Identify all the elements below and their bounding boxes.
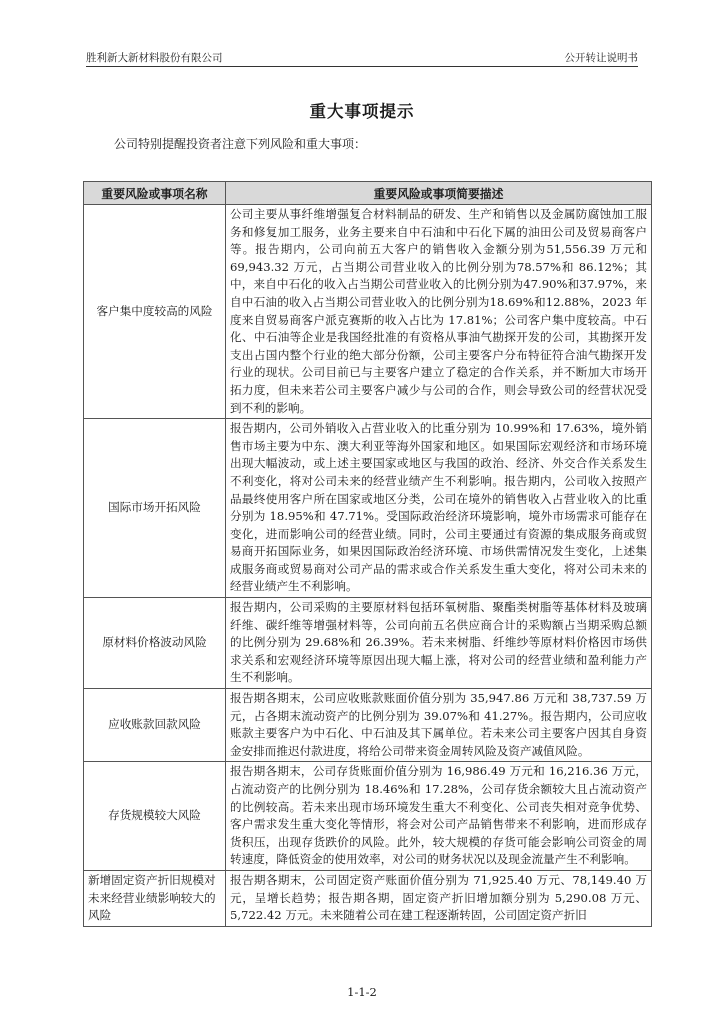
- header-document-type: 公开转让说明书: [564, 52, 638, 64]
- risk-name-cell: 国际市场开拓风险: [84, 419, 226, 598]
- risk-description-cell: 报告期内，公司采购的主要原材料包括环氧树脂、聚酯类树脂等基体材料及玻璃纤维、碳纤维等增强材料等，公司向前五名供应商合计的采购额占当期采购总额的比例分别为 29.68%和 26.39%。若未来树脂、纤维纱等原材料价格因市场供求关系和宏观经济环境等原因出现大幅上涨，将对公司的经营业绩和盈利能力产生不利影响。: [226, 598, 652, 689]
- risk-table: [83, 181, 652, 927]
- risk-description-cell: 公司主要从事纤维增强复合材料制品的研发、生产和销售以及金属防腐蚀加工服务和修复加工服务，业务主要来自中石油和中石化下属的油田公司及贸易商客户等。报告期内，公司向前五大客户的销售收入金额分别为51,556.39 万元和 69,943.32 万元，占当期公司营业收入的比例分别为78.57%和 86.12%；其中，来自中石化的收入占当期公司营业收入的比例分别为47.90%和37.97%，来自中石油的收入占当期公司营业收入的比例分别为18.69%和12.88%，2023 年度来自贸易商客户派克赛斯的收入占比为 17.81%；公司客户集中度较高。中石化、中石油等企业是我国经批准的有资格从事油气勘探开发的公司，其勘探开发支出占国内整个行业的绝大部分份额，公司主要客户分布特征符合油气勘探开发行业的现状。公司目前已与主要客户建立了稳定的合作关系，并不断加大市场开拓力度，但未来若公司主要客户减少与公司的合作，则会导致公司的经营状况受到不利的影响。: [226, 205, 652, 419]
- intro-paragraph: 公司特别提醒投资者注意下列风险和重大事项：: [114, 137, 367, 151]
- page-header: [86, 50, 638, 66]
- column-header-name: 重要风险或事项名称: [84, 182, 226, 205]
- risk-name-cell: 客户集中度较高的风险: [84, 205, 226, 419]
- header-company-name: 胜利新大新材料股份有限公司: [86, 52, 223, 64]
- risk-description-cell: 报告期各期末，公司固定资产账面价值分别为 71,925.40 万元、78,149.40 万元，呈增长趋势；报告期各期，固定资产折旧增加额分别为 5,290.08 万元、5,722.42 万元。未来随着公司在建工程逐渐转固，公司固定资产折旧: [226, 870, 652, 926]
- risk-description-cell: 报告期内，公司外销收入占营业收入的比重分别为 10.99%和 17.63%，境外销售市场主要为中东、澳大利亚等海外国家和地区。如果国际宏观经济和市场环境出现大幅波动，或上述主要国家或地区与我国的政治、经济、外交合作关系发生不利变化，将对公司未来的经营业绩产生不利影响。报告期内，公司收入按照产品最终使用客户所在国家或地区分类，公司在境外的销售收入占营业收入的比重分别为 18.95%和 47.71%。受国际政治经济环境影响，境外市场需求可能存在变化，进而影响公司的经营业绩。同时，公司主要通过有资源的集成服务商或贸易商开拓国际业务，如果因国际政治经济环境、市场供需情况发生变化，上述集成服务商或贸易商对公司产品的需求或合作关系发生重大变化，将对公司未来的经营业绩产生不利影响。: [226, 419, 652, 598]
- table-row: [84, 419, 652, 598]
- table-row: [84, 870, 652, 926]
- table-row: [84, 762, 652, 871]
- table-row: [84, 598, 652, 689]
- column-header-description: 重要风险或事项简要描述: [226, 182, 652, 205]
- risk-description-cell: 报告期各期末，公司存货账面价值分别为 16,986.49 万元和 16,216.36 万元，占流动资产的比例分别为 18.46%和 17.28%，公司存货余额较大且占流动资产的比例较高。若未来出现市场环境发生重大不利变化、公司丧失相对竞争优势、客户需求发生重大变化等情形，将会对公司产品销售带来不利影响，进而形成存货积压，出现存货跌价的风险。此外，较大规模的存货可能会影响公司资金的周转速度，降低资金的使用效率，对公司的财务状况以及现金流量产生不利影响。: [226, 762, 652, 871]
- risk-name-cell: 原材料价格波动风险: [84, 598, 226, 689]
- risk-name-cell: 应收账款回款风险: [84, 689, 226, 762]
- risk-name-cell: 新增固定资产折旧规模对未来经营业绩影响较大的风险: [84, 870, 226, 926]
- page-title: 重大事项提示: [309, 102, 415, 121]
- table-header-row: [84, 182, 652, 205]
- page-number: 1-1-2: [347, 985, 377, 999]
- risk-name-cell: 存货规模较大风险: [84, 762, 226, 871]
- table-row: [84, 689, 652, 762]
- risk-description-cell: 报告期各期末，公司应收账款账面价值分别为 35,947.86 万元和 38,737.59 万元，占各期末流动资产的比例分别为 39.07%和 41.27%。报告期内，公司应收账款主要客户为中石化、中石油及其下属单位。若未来公司主要客户因其自身资金安排而推迟付款进度，将给公司带来资金周转风险及资产减值风险。: [226, 689, 652, 762]
- header-divider: [86, 66, 638, 67]
- table-row: [84, 205, 652, 419]
